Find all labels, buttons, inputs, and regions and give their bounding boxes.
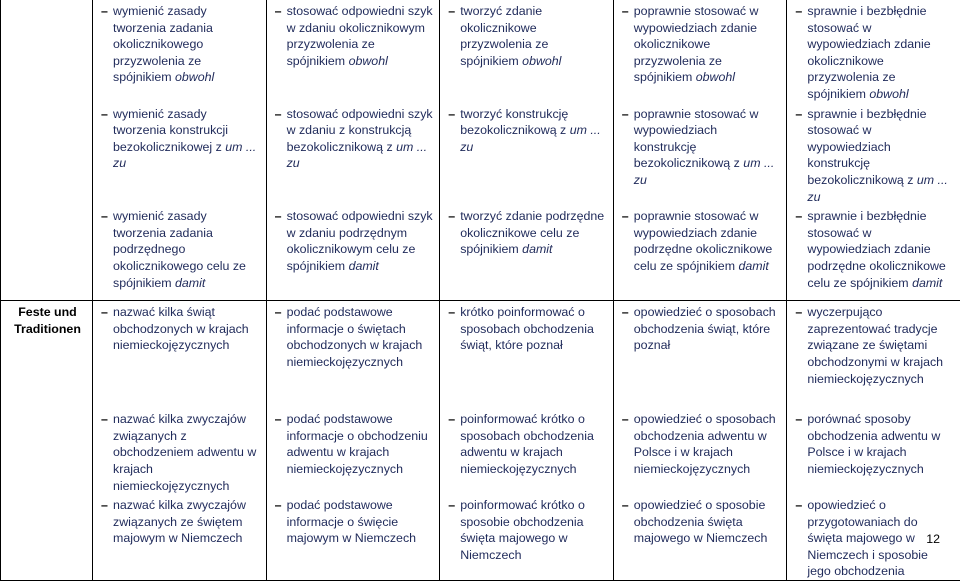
requirement-text xyxy=(287,497,434,547)
conjunction-term: damit xyxy=(912,276,942,290)
bullet-item xyxy=(795,208,954,291)
requirement-text xyxy=(807,3,954,103)
bullet-item xyxy=(622,497,781,547)
requirement-cell xyxy=(613,103,787,206)
requirement-text xyxy=(807,304,954,387)
requirement-cell xyxy=(787,103,960,206)
requirements-table-body xyxy=(1,0,960,581)
bullet-item xyxy=(795,106,954,206)
requirement-text xyxy=(634,497,781,547)
requirement-main-text: podać podstawowe informacje o obchodzeniu adwentu w krajach niemieckojęzycznych xyxy=(287,412,428,476)
requirement-main-text: wyczerpująco zaprezentować tradycje związane ze świętami obchodzonymi w krajach niemieckojęzycznych xyxy=(807,305,943,385)
dash-bullet-icon: – xyxy=(101,304,108,321)
requirement-main-text: opowiedzieć o sposobach obchodzenia adwentu w Polsce i w krajach niemieckojęzycznych xyxy=(634,412,776,476)
dash-bullet-icon: – xyxy=(448,106,455,123)
bullet-item xyxy=(275,304,434,370)
requirement-main-text: krótko poinformować o sposobach obchodzenia świąt, które poznał xyxy=(460,305,594,352)
dash-bullet-icon: – xyxy=(275,106,282,123)
requirement-main-text: poinformować krótko o sposobach obchodzenia adwentu w krajach niemieckojęzycznych xyxy=(460,412,594,476)
dash-bullet-icon: – xyxy=(795,304,802,321)
dash-bullet-icon: – xyxy=(275,497,282,514)
dash-bullet-icon: – xyxy=(795,208,802,225)
requirement-main-text: poprawnie stosować w wypowiedziach konstrukcję bezokolicznikową z xyxy=(634,107,759,171)
requirement-main-text: tworzyć zdanie podrzędne okolicznikowe celu ze spójnikiem xyxy=(460,209,604,256)
dash-bullet-icon: – xyxy=(101,497,108,514)
bullet-item xyxy=(275,106,434,172)
bullet-item xyxy=(101,106,260,172)
requirement-main-text: poinformować krótko o sposobie obchodzenia święta majowego w Niemczech xyxy=(460,498,585,562)
dash-bullet-icon: – xyxy=(622,106,629,123)
requirement-main-text: porównać sposoby obchodzenia adwentu w Polsce i w krajach niemieckojęzycznych xyxy=(807,412,940,476)
requirement-main-text: stosować odpowiedni szyk w zdaniu okolicznikowym przyzwolenia ze spójnikiem xyxy=(287,4,433,68)
requirement-cell xyxy=(613,205,787,301)
bullet-item xyxy=(101,411,260,494)
requirement-text xyxy=(634,208,781,274)
dash-bullet-icon: – xyxy=(448,208,455,225)
requirement-text xyxy=(460,3,607,69)
conjunction-term: obwohl xyxy=(869,87,908,101)
conjunction-term: obwohl xyxy=(522,54,561,68)
conjunction-term: um ... zu xyxy=(807,173,948,204)
bullet-item xyxy=(448,208,607,258)
dash-bullet-icon: – xyxy=(622,497,629,514)
dash-bullet-icon: – xyxy=(622,304,629,321)
dash-bullet-icon: – xyxy=(101,208,108,225)
dash-bullet-icon: – xyxy=(275,208,282,225)
bullet-item xyxy=(101,304,260,354)
dash-bullet-icon: – xyxy=(448,497,455,514)
bullet-item xyxy=(101,208,260,291)
bullet-item xyxy=(448,3,607,69)
requirement-text xyxy=(807,208,954,291)
bullet-item xyxy=(101,3,260,86)
requirement-main-text: opowiedzieć o sposobach obchodzenia świąt, które poznał xyxy=(634,305,776,352)
requirement-text xyxy=(460,106,607,156)
dash-bullet-icon: – xyxy=(275,411,282,428)
requirement-cell xyxy=(93,408,267,494)
requirement-cell xyxy=(787,0,960,103)
requirement-text xyxy=(113,3,260,86)
requirement-cell xyxy=(440,301,614,409)
requirement-main-text: wymienić zasady tworzenia zadania podrzędnego okolicznikowego celu ze spójnikiem xyxy=(113,209,246,289)
dash-bullet-icon: – xyxy=(101,106,108,123)
table-row xyxy=(1,205,960,301)
conjunction-term: um ... zu xyxy=(113,140,256,171)
requirement-text xyxy=(113,411,260,494)
requirement-cell xyxy=(266,0,440,103)
requirement-main-text: sprawnie i bezbłędnie stosować w wypowiedziach zdanie okolicznikowe przyzwolenia ze spójnikiem xyxy=(807,4,930,101)
requirement-text xyxy=(807,106,954,206)
conjunction-term: obwohl xyxy=(175,70,214,84)
bullet-item xyxy=(795,304,954,387)
page-number: 12 xyxy=(926,531,940,548)
bullet-item xyxy=(795,3,954,103)
bullet-item xyxy=(275,3,434,69)
dash-bullet-icon: – xyxy=(795,106,802,123)
bullet-item xyxy=(101,497,260,547)
dash-bullet-icon: – xyxy=(622,3,629,20)
requirement-text xyxy=(113,106,260,172)
dash-bullet-icon: – xyxy=(275,3,282,20)
conjunction-term: obwohl xyxy=(349,54,388,68)
requirement-text xyxy=(634,304,781,354)
requirement-main-text: opowiedzieć o przygotowaniach do święta majowego w Niemczech i sposobie jego obchodzenia xyxy=(807,498,928,578)
requirement-main-text: poprawnie stosować w wypowiedziach zdanie okolicznikowe przyzwolenia ze spójnikiem xyxy=(634,4,759,84)
conjunction-term: um ... zu xyxy=(634,156,775,187)
conjunction-term: damit xyxy=(738,259,768,273)
requirement-cell xyxy=(787,205,960,301)
requirement-main-text: opowiedzieć o sposobie obchodzenia święta majowego w Niemczech xyxy=(634,498,768,545)
bullet-item xyxy=(448,411,607,477)
requirement-cell xyxy=(266,301,440,409)
section-label-empty xyxy=(1,494,93,580)
requirement-text xyxy=(113,497,260,547)
bullet-item xyxy=(275,208,434,274)
bullet-item xyxy=(448,106,607,156)
requirement-cell xyxy=(440,0,614,103)
dash-bullet-icon: – xyxy=(622,208,629,225)
conjunction-term: obwohl xyxy=(696,70,735,84)
requirement-text xyxy=(460,304,607,354)
section-label-empty xyxy=(1,408,93,494)
bullet-item xyxy=(622,304,781,354)
requirement-main-text: sprawnie i bezbłędnie stosować w wypowiedziach zdanie podrzędne okolicznikowe celu ze spójnikiem xyxy=(807,209,945,289)
requirement-main-text: nazwać kilka świąt obchodzonych w krajach niemieckojęzycznych xyxy=(113,305,249,352)
dash-bullet-icon: – xyxy=(795,3,802,20)
requirement-text xyxy=(807,411,954,477)
requirement-cell xyxy=(266,494,440,580)
bullet-item xyxy=(275,497,434,547)
requirement-cell xyxy=(93,301,267,409)
table-row xyxy=(1,103,960,206)
requirement-main-text: nazwać kilka zwyczajów związanych z obchodzeniem adwentu w krajach niemieckojęzycznych xyxy=(113,412,256,492)
dash-bullet-icon: – xyxy=(448,411,455,428)
dash-bullet-icon: – xyxy=(795,411,802,428)
requirement-main-text: wymienić zasady tworzenia konstrukcji bezokolicznikowej z xyxy=(113,107,228,154)
section-label-empty xyxy=(1,0,93,103)
requirement-text xyxy=(113,208,260,291)
requirement-cell xyxy=(440,494,614,580)
requirement-text xyxy=(460,497,607,563)
dash-bullet-icon: – xyxy=(795,497,802,514)
requirement-cell xyxy=(440,103,614,206)
table-row xyxy=(1,301,960,409)
requirement-main-text: stosować odpowiedni szyk w zdaniu podrzędnym okolicznikowym celu ze spójnikiem xyxy=(287,209,433,273)
requirement-cell xyxy=(613,301,787,409)
requirement-cell xyxy=(787,301,960,409)
requirement-main-text: poprawnie stosować w wypowiedziach zdanie podrzędne okolicznikowe celu ze spójnikiem xyxy=(634,209,772,273)
requirement-cell xyxy=(93,0,267,103)
requirement-text xyxy=(287,106,434,172)
dash-bullet-icon: – xyxy=(622,411,629,428)
section-label: Feste und Traditionen xyxy=(1,301,93,409)
conjunction-term: damit xyxy=(349,259,379,273)
requirement-text xyxy=(460,411,607,477)
bullet-item xyxy=(448,304,607,354)
bullet-item xyxy=(622,3,781,86)
dash-bullet-icon: – xyxy=(448,3,455,20)
requirement-text xyxy=(634,411,781,477)
table-row xyxy=(1,494,960,580)
requirement-cell xyxy=(613,0,787,103)
requirement-main-text: tworzyć zdanie okolicznikowe przyzwolenia ze spójnikiem xyxy=(460,4,548,68)
requirement-main-text: wymienić zasady tworzenia zadania okolicznikowego przyzwolenia ze spójnikiem xyxy=(113,4,213,84)
dash-bullet-icon: – xyxy=(448,304,455,321)
conjunction-term: damit xyxy=(175,276,205,290)
requirement-cell xyxy=(440,205,614,301)
requirement-cell xyxy=(93,494,267,580)
requirement-text xyxy=(634,106,781,189)
requirement-text xyxy=(460,208,607,258)
requirement-cell xyxy=(613,494,787,580)
table-row xyxy=(1,408,960,494)
requirement-main-text: stosować odpowiedni szyk w zdaniu z konstrukcją bezokolicznikową z xyxy=(287,107,433,154)
bullet-item xyxy=(275,411,434,477)
requirement-text xyxy=(287,3,434,69)
requirement-text xyxy=(287,304,434,370)
requirement-main-text: podać podstawowe informacje o świętach obchodzonych w krajach niemieckojęzycznych xyxy=(287,305,423,369)
bullet-item xyxy=(622,208,781,274)
dash-bullet-icon: – xyxy=(101,3,108,20)
requirement-main-text: nazwać kilka zwyczajów związanych ze świętem majowym w Niemczech xyxy=(113,498,246,545)
bullet-item xyxy=(448,497,607,563)
requirement-text xyxy=(287,411,434,477)
requirement-cell xyxy=(266,103,440,206)
requirement-main-text: podać podstawowe informacje o święcie majowym w Niemczech xyxy=(287,498,416,545)
conjunction-term: um ... zu xyxy=(287,140,428,171)
requirement-text xyxy=(113,304,260,354)
requirement-cell xyxy=(93,103,267,206)
dash-bullet-icon: – xyxy=(101,411,108,428)
section-label-empty xyxy=(1,205,93,301)
section-label-empty xyxy=(1,103,93,206)
conjunction-term: um ... zu xyxy=(460,123,601,154)
requirement-text xyxy=(634,3,781,86)
requirement-cell xyxy=(266,408,440,494)
bullet-item xyxy=(622,411,781,477)
table-row xyxy=(1,0,960,103)
requirement-cell xyxy=(93,205,267,301)
conjunction-term: damit xyxy=(522,242,552,256)
requirement-main-text: tworzyć konstrukcję bezokolicznikową z xyxy=(460,107,570,138)
requirement-text xyxy=(287,208,434,274)
requirement-cell xyxy=(787,408,960,494)
requirement-main-text: sprawnie i bezbłędnie stosować w wypowiedziach konstrukcję bezokolicznikową z xyxy=(807,107,926,187)
dash-bullet-icon: – xyxy=(275,304,282,321)
requirement-cell xyxy=(613,408,787,494)
bullet-item xyxy=(622,106,781,189)
requirement-cell xyxy=(440,408,614,494)
bullet-item xyxy=(795,411,954,477)
requirement-cell xyxy=(266,205,440,301)
